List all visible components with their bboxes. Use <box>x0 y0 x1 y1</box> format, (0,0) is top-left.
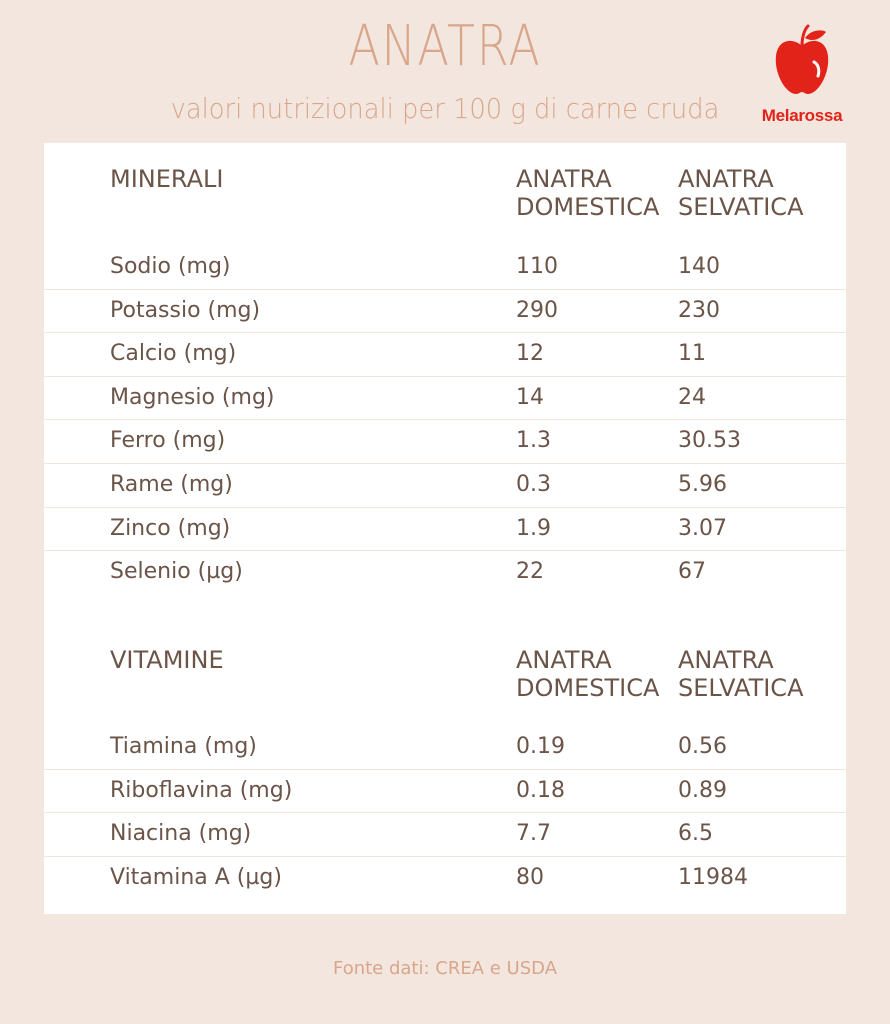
vitamine-heading: VITAMINE <box>110 646 224 674</box>
table-row <box>44 333 846 377</box>
value-selvatica: 24 <box>678 384 706 410</box>
value-domestica: 80 <box>516 864 544 890</box>
nutrient-name: Calcio (mg) <box>110 341 237 367</box>
col-domestica-line2: DOMESTICA <box>516 193 660 221</box>
col-domestica-header <box>516 646 659 702</box>
nutrient-name: Tiamina (mg) <box>110 734 257 759</box>
value-selvatica: 5.96 <box>678 472 727 497</box>
nutrient-name: Selenio (µg) <box>110 559 243 585</box>
value-domestica: 14 <box>516 384 544 410</box>
value-domestica: 1.3 <box>516 428 551 454</box>
table-row <box>44 726 846 770</box>
minerali-header-row <box>44 165 846 245</box>
page-subtitle: valori nutrizionali per 100 g di carne cruda <box>170 92 720 125</box>
value-selvatica: 0.56 <box>678 734 727 759</box>
value-selvatica: 6.5 <box>678 821 713 847</box>
col-selvatica-header <box>678 646 803 702</box>
nutrient-name: Sodio (mg) <box>110 254 231 279</box>
nutrient-name: Magnesio (mg) <box>110 384 275 410</box>
nutrient-name: Ferro (mg) <box>110 428 226 454</box>
table-row <box>44 464 846 508</box>
col-domestica-line1: ANATRA <box>516 646 612 674</box>
col-domestica-line1: ANATRA <box>516 165 612 193</box>
value-selvatica: 0.89 <box>678 777 727 803</box>
col-domestica-line2: DOMESTICA <box>516 674 660 702</box>
value-selvatica: 11 <box>678 341 706 367</box>
value-domestica: 110 <box>516 254 558 279</box>
value-domestica: 12 <box>516 341 544 367</box>
nutrient-name: Niacina (mg) <box>110 821 252 847</box>
table-row <box>44 377 846 421</box>
nutrient-name: Zinco (mg) <box>110 515 231 541</box>
value-domestica: 22 <box>516 559 544 585</box>
page-title: ANATRA <box>348 14 542 79</box>
vitamine-header-row <box>44 646 846 726</box>
value-selvatica: 140 <box>678 254 720 279</box>
value-domestica: 0.3 <box>516 472 551 497</box>
nutrition-table <box>44 143 846 914</box>
nutrient-name: Riboflavina (mg) <box>110 777 293 803</box>
value-selvatica: 230 <box>678 297 720 323</box>
col-selvatica-line1: ANATRA <box>678 646 774 674</box>
value-domestica: 0.18 <box>516 777 565 803</box>
value-selvatica: 3.07 <box>678 515 727 541</box>
col-selvatica-line1: ANATRA <box>678 165 774 193</box>
apple-icon <box>772 24 832 104</box>
value-domestica: 7.7 <box>516 821 551 847</box>
table-row <box>44 420 846 464</box>
data-source: Fonte dati: CREA e USDA <box>332 958 558 979</box>
value-selvatica: 30.53 <box>678 428 741 454</box>
table-row <box>44 770 846 814</box>
value-domestica: 290 <box>516 297 558 323</box>
minerali-heading: MINERALI <box>110 165 224 193</box>
table-row <box>44 290 846 334</box>
value-domestica: 1.9 <box>516 515 551 541</box>
table-row <box>44 813 846 857</box>
table-row <box>44 551 846 595</box>
nutrient-name: Potassio (mg) <box>110 297 261 323</box>
nutrient-name: Vitamina A (µg) <box>110 864 282 890</box>
col-selvatica-line2: SELVATICA <box>678 193 804 221</box>
table-row <box>44 508 846 552</box>
col-domestica-header <box>516 165 659 221</box>
value-domestica: 0.19 <box>516 734 565 759</box>
nutrient-name: Rame (mg) <box>110 472 233 497</box>
brand-name: Melarossa <box>761 106 843 125</box>
table-row <box>44 857 846 901</box>
col-selvatica-line2: SELVATICA <box>678 674 804 702</box>
value-selvatica: 11984 <box>678 864 748 890</box>
table-row <box>44 246 846 290</box>
value-selvatica: 67 <box>678 559 706 585</box>
brand-logo[interactable] <box>756 24 848 128</box>
col-selvatica-header <box>678 165 803 221</box>
